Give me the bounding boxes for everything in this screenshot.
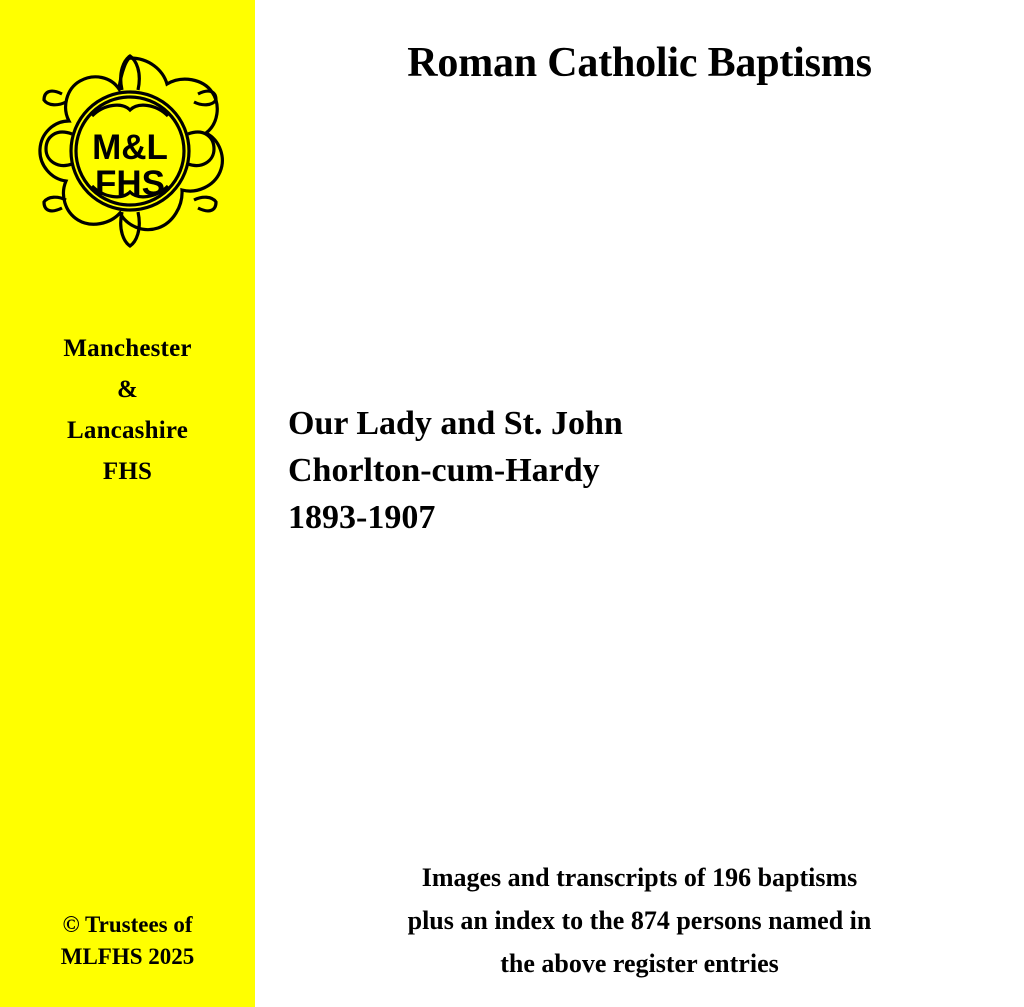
logo-text-ml: M&L bbox=[92, 128, 168, 167]
record-place: Chorlton-cum-Hardy bbox=[288, 452, 600, 489]
record-years: 1893-1907 bbox=[288, 499, 436, 536]
rose-emblem-icon bbox=[32, 42, 228, 250]
copyright-line-1: © Trustees of bbox=[62, 912, 193, 937]
org-line-3: Lancashire bbox=[67, 417, 188, 444]
org-line-4: FHS bbox=[102, 458, 153, 485]
logo-text-fhs: FHS bbox=[95, 164, 165, 203]
record-details bbox=[288, 400, 988, 541]
summary-line-3: the above register entries bbox=[500, 949, 779, 978]
page-title: Roman Catholic Baptisms bbox=[407, 40, 872, 86]
mlfhs-logo bbox=[32, 42, 228, 250]
summary-line-2: plus an index to the 874 persons named in bbox=[407, 906, 872, 935]
sidebar bbox=[0, 0, 255, 1007]
copyright-notice bbox=[0, 909, 255, 973]
main-content bbox=[255, 0, 1024, 1007]
record-parish: Our Lady and St. John bbox=[288, 405, 623, 442]
copyright-line-2: MLFHS 2025 bbox=[60, 944, 195, 969]
organisation-name bbox=[0, 328, 255, 492]
summary-line-1: Images and transcripts of 196 baptisms bbox=[421, 863, 858, 892]
org-line-2: & bbox=[116, 376, 139, 403]
contents-summary bbox=[255, 856, 1024, 985]
org-line-1: Manchester bbox=[63, 335, 192, 362]
